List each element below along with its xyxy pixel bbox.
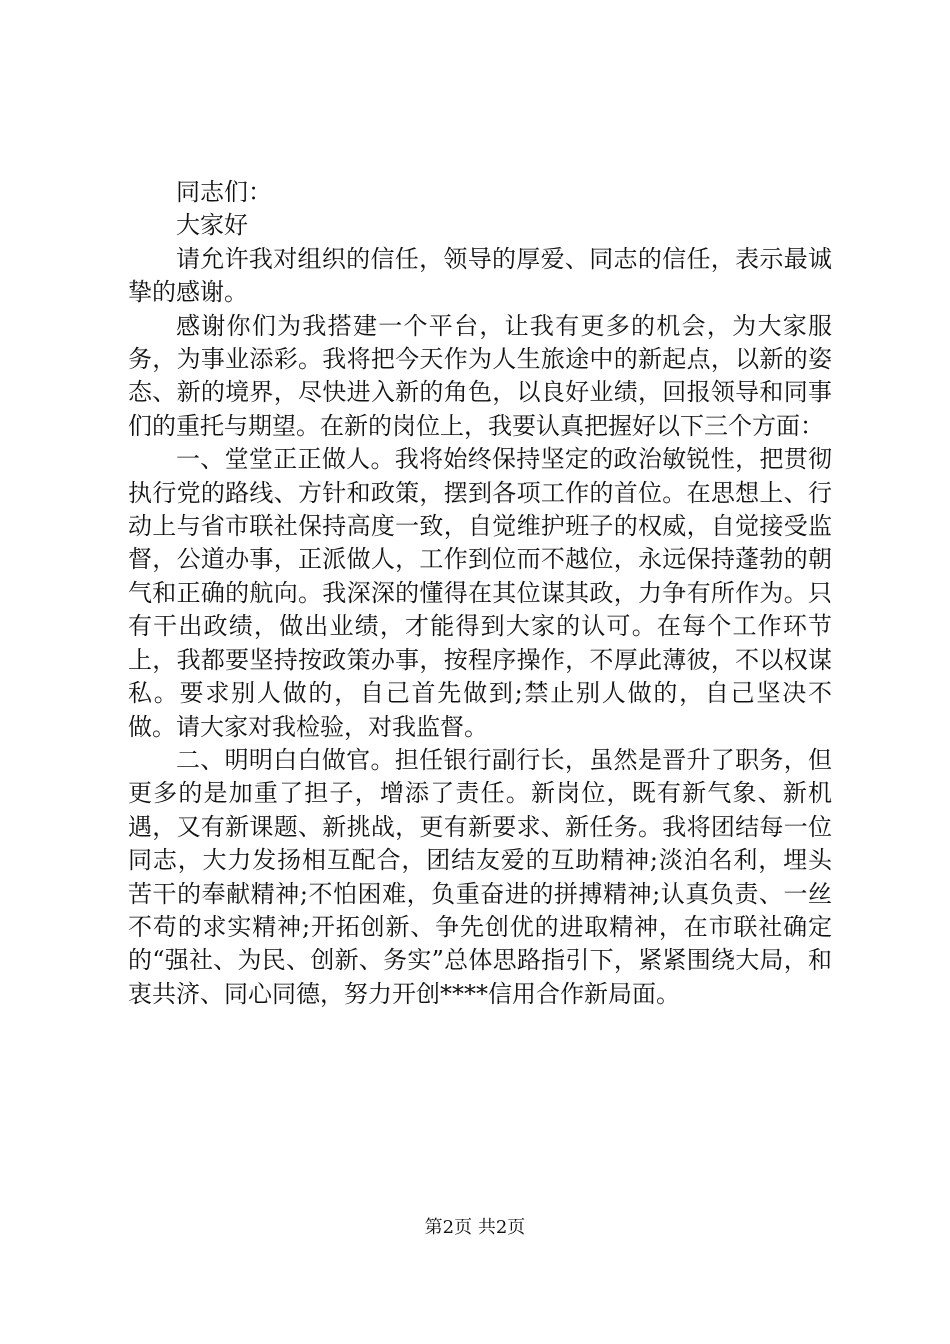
greeting: 大家好 xyxy=(176,211,248,240)
paragraph-platform: 感谢你们为我搭建一个平台，让我有更多的机会，为大家服务，为事业添彩。我将把今天作为人生旅途中的新起点，以新的姿态、新的境界，尽快进入新的角色，以良好业绩，回报领导和同事们的重托与期望。在新的岗位上，我要认真把握好以下三个方面： xyxy=(128,311,832,440)
salutation: 同志们： xyxy=(176,178,272,206)
paragraph-point-two: 二、明明白白做官。担任银行副行长，虽然是晋升了职务，但更多的是加重了担子，增添了责任。新岗位，既有新气象、新机遇，又有新课题、新挑战，更有新要求、新任务。我将团结每一位同志，大力发扬相互配合，团结友爱的互助精神;淡泊名利，埋头苦干的奉献精神;不怕困难，负重奋进的拼搏精神;认真负责、一丝不苟的求实精神;开拓创新、争先创优的进取精神，在市联社确定的“强社、为民、创新、务实”总体思路指引下，紧紧围绕大局，和衷共济、同心同德，努力开创****信用合作新局面。 xyxy=(128,745,832,1008)
paragraph-point-one: 一、堂堂正正做人。我将始终保持坚定的政治敏锐性，把贯彻执行党的路线、方针和政策，摆到各项工作的首位。在思想上、行动上与省市联社保持高度一致，自觉维护班子的权威，自觉接受监督，公道办事，正派做人，工作到位而不越位，永远保持蓬勃的朝气和正确的航向。我深深的懂得在其位谋其政，力争有所作为。只有干出政绩，做出业绩，才能得到大家的认可。在每个工作环节上，我都要坚持按政策办事，按程序操作，不厚此薄彼，不以权谋私。要求别人做的，自己首先做到;禁止别人做的，自己坚决不做。请大家对我检验，对我监督。 xyxy=(128,445,832,741)
page-footer: 第2页 共2页 xyxy=(424,1217,526,1238)
document-body xyxy=(128,176,832,1011)
paragraph-thanks: 请允许我对组织的信任，领导的厚爱、同志的信任，表示最诚挚的感谢。 xyxy=(128,244,832,307)
